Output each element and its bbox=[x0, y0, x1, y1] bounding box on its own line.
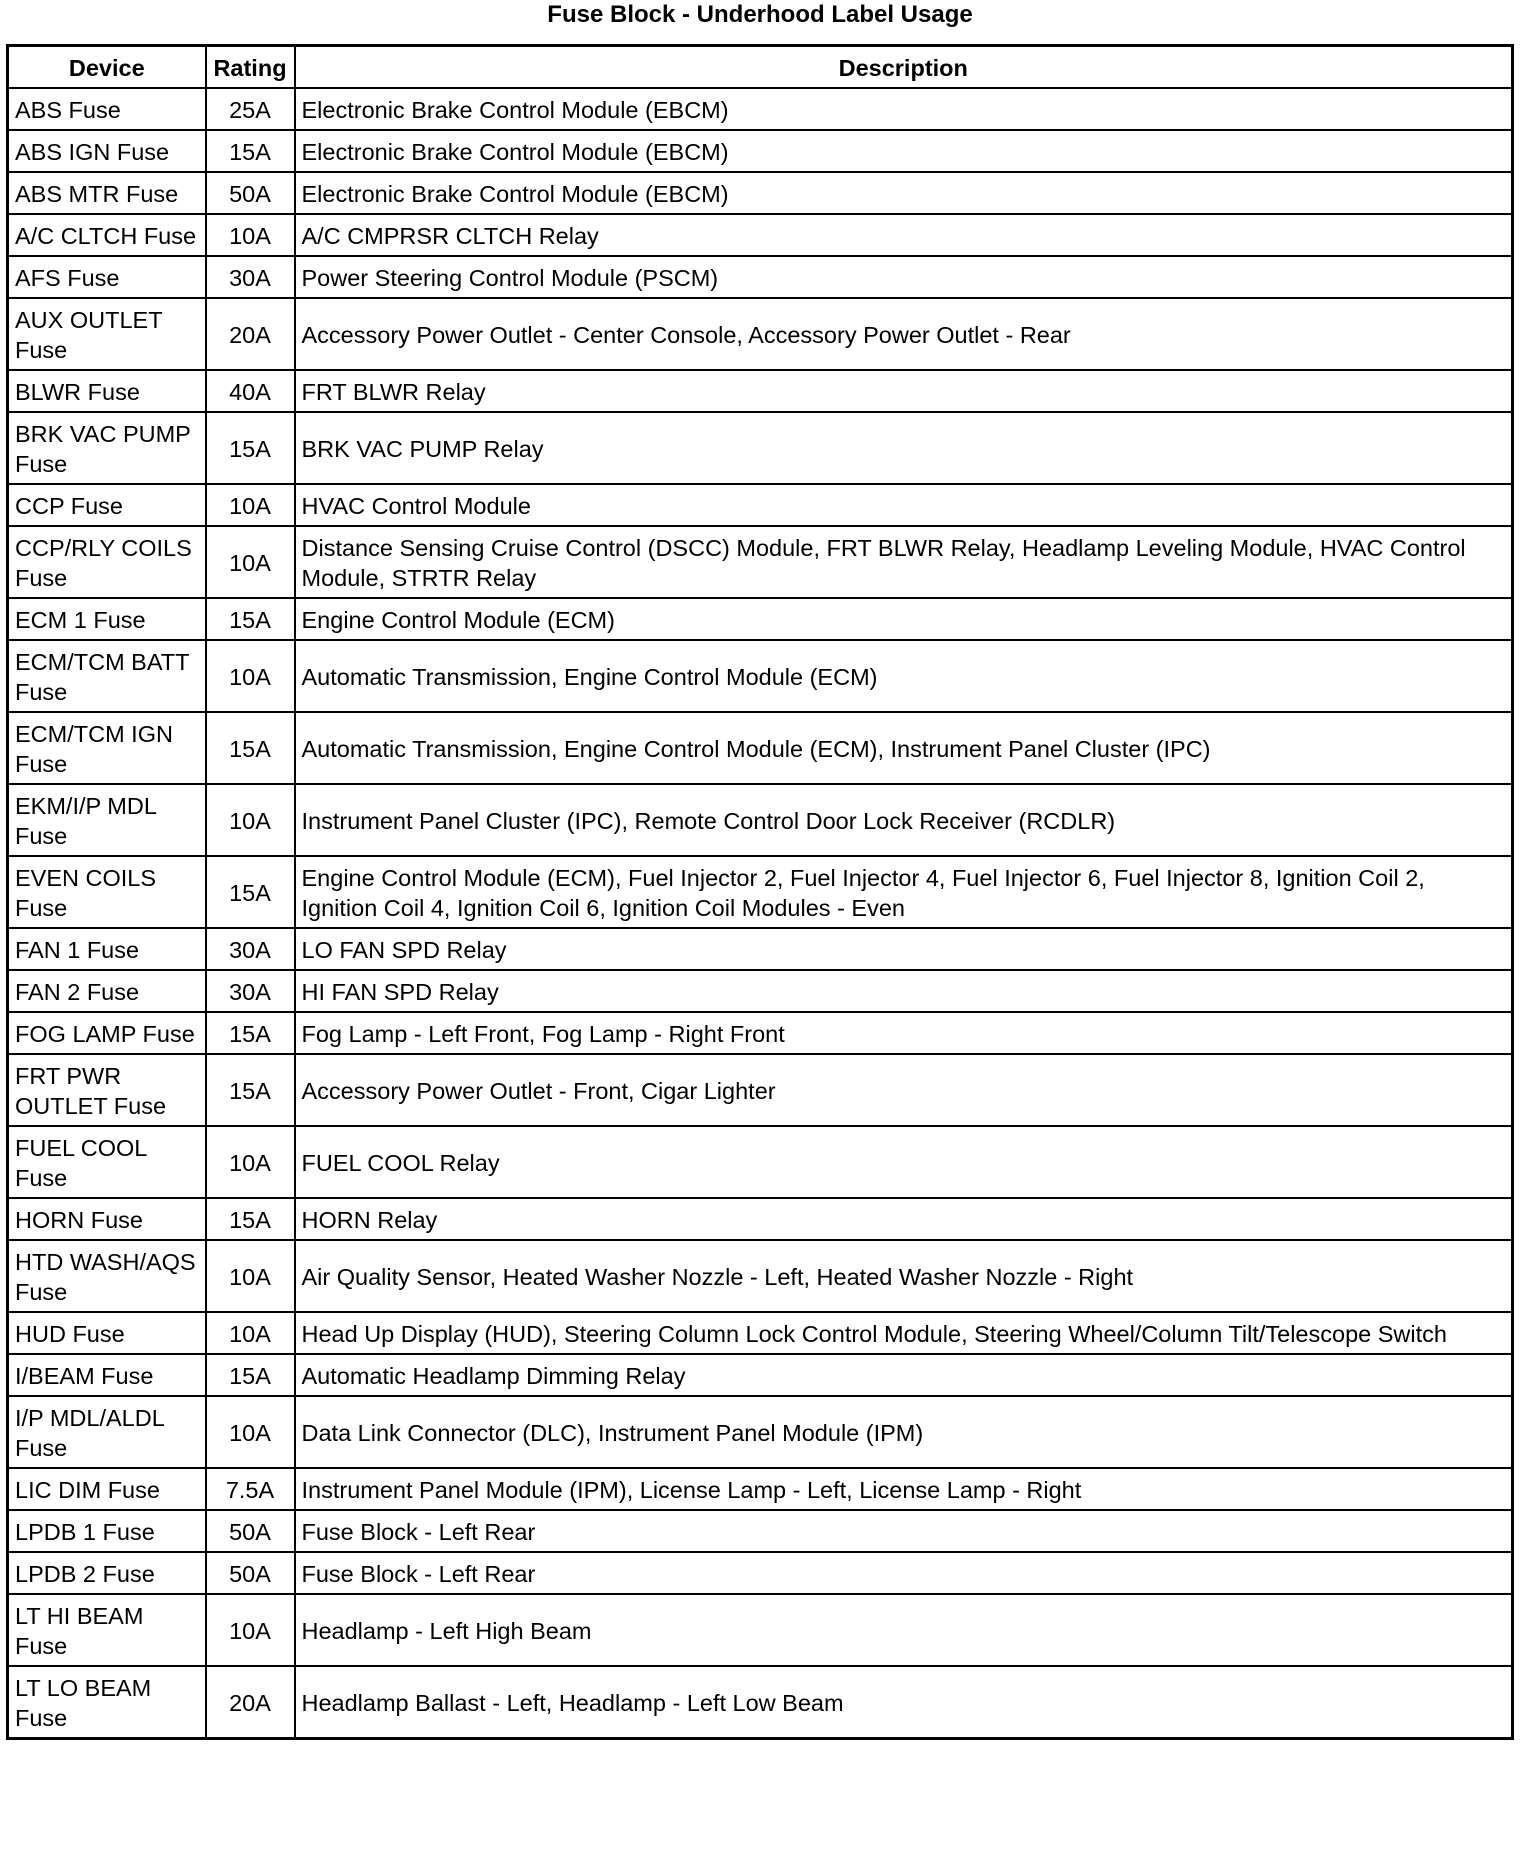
rating-cell: 10A bbox=[206, 484, 295, 526]
table-row bbox=[8, 970, 1513, 1012]
table-row bbox=[8, 1012, 1513, 1054]
description-cell: Accessory Power Outlet - Center Console, Accessory Power Outlet - Rear bbox=[295, 298, 1513, 370]
rating-cell: 15A bbox=[206, 412, 295, 484]
rating-cell: 20A bbox=[206, 1666, 295, 1739]
description-cell: HVAC Control Module bbox=[295, 484, 1513, 526]
rating-cell: 15A bbox=[206, 130, 295, 172]
rating-cell: 30A bbox=[206, 928, 295, 970]
table-row bbox=[8, 256, 1513, 298]
fuse-table bbox=[6, 44, 1514, 1740]
description-cell: HI FAN SPD Relay bbox=[295, 970, 1513, 1012]
table-row bbox=[8, 928, 1513, 970]
rating-cell: 7.5A bbox=[206, 1468, 295, 1510]
description-cell: Headlamp Ballast - Left, Headlamp - Left Low Beam bbox=[295, 1666, 1513, 1739]
device-cell: LPDB 2 Fuse bbox=[8, 1552, 206, 1594]
table-row bbox=[8, 1126, 1513, 1198]
description-cell: Fuse Block - Left Rear bbox=[295, 1510, 1513, 1552]
table-row bbox=[8, 1510, 1513, 1552]
device-cell: ECM/TCM IGN Fuse bbox=[8, 712, 206, 784]
table-row bbox=[8, 412, 1513, 484]
rating-cell: 15A bbox=[206, 1354, 295, 1396]
header-row bbox=[8, 46, 1513, 89]
rating-cell: 15A bbox=[206, 1198, 295, 1240]
rating-cell: 10A bbox=[206, 1240, 295, 1312]
table-row bbox=[8, 1198, 1513, 1240]
rating-cell: 30A bbox=[206, 970, 295, 1012]
description-cell: Data Link Connector (DLC), Instrument Panel Module (IPM) bbox=[295, 1396, 1513, 1468]
column-header-rating: Rating bbox=[206, 46, 295, 89]
rating-cell: 20A bbox=[206, 298, 295, 370]
rating-cell: 30A bbox=[206, 256, 295, 298]
description-cell: Engine Control Module (ECM) bbox=[295, 598, 1513, 640]
table-row bbox=[8, 1396, 1513, 1468]
rating-cell: 15A bbox=[206, 856, 295, 928]
description-cell: Automatic Headlamp Dimming Relay bbox=[295, 1354, 1513, 1396]
rating-cell: 50A bbox=[206, 172, 295, 214]
device-cell: EVEN COILS Fuse bbox=[8, 856, 206, 928]
description-cell: Power Steering Control Module (PSCM) bbox=[295, 256, 1513, 298]
device-cell: BRK VAC PUMP Fuse bbox=[8, 412, 206, 484]
table-row bbox=[8, 1240, 1513, 1312]
rating-cell: 25A bbox=[206, 88, 295, 130]
description-cell: Accessory Power Outlet - Front, Cigar Lighter bbox=[295, 1054, 1513, 1126]
rating-cell: 50A bbox=[206, 1510, 295, 1552]
device-cell: LT LO BEAM Fuse bbox=[8, 1666, 206, 1739]
table-row bbox=[8, 1594, 1513, 1666]
device-cell: FAN 1 Fuse bbox=[8, 928, 206, 970]
rating-cell: 15A bbox=[206, 598, 295, 640]
table-row bbox=[8, 1312, 1513, 1354]
device-cell: CCP/RLY COILS Fuse bbox=[8, 526, 206, 598]
device-cell: ABS Fuse bbox=[8, 88, 206, 130]
table-row bbox=[8, 598, 1513, 640]
device-cell: FOG LAMP Fuse bbox=[8, 1012, 206, 1054]
description-cell: FRT BLWR Relay bbox=[295, 370, 1513, 412]
description-cell: BRK VAC PUMP Relay bbox=[295, 412, 1513, 484]
device-cell: I/BEAM Fuse bbox=[8, 1354, 206, 1396]
table-row bbox=[8, 856, 1513, 928]
description-cell: Fuse Block - Left Rear bbox=[295, 1552, 1513, 1594]
description-cell: Air Quality Sensor, Heated Washer Nozzle - Left, Heated Washer Nozzle - Right bbox=[295, 1240, 1513, 1312]
rating-cell: 10A bbox=[206, 214, 295, 256]
page-title: Fuse Block - Underhood Label Usage bbox=[547, 1, 973, 28]
table-row bbox=[8, 370, 1513, 412]
device-cell: ECM 1 Fuse bbox=[8, 598, 206, 640]
rating-cell: 10A bbox=[206, 1594, 295, 1666]
device-cell: LPDB 1 Fuse bbox=[8, 1510, 206, 1552]
table-row bbox=[8, 1666, 1513, 1739]
rating-cell: 10A bbox=[206, 1126, 295, 1198]
description-cell: Electronic Brake Control Module (EBCM) bbox=[295, 130, 1513, 172]
table-row bbox=[8, 484, 1513, 526]
device-cell: I/P MDL/ALDL Fuse bbox=[8, 1396, 206, 1468]
device-cell: ABS IGN Fuse bbox=[8, 130, 206, 172]
rating-cell: 15A bbox=[206, 1054, 295, 1126]
device-cell: HUD Fuse bbox=[8, 1312, 206, 1354]
table-row bbox=[8, 1054, 1513, 1126]
device-cell: FRT PWR OUTLET Fuse bbox=[8, 1054, 206, 1126]
description-cell: Electronic Brake Control Module (EBCM) bbox=[295, 88, 1513, 130]
device-cell: LT HI BEAM Fuse bbox=[8, 1594, 206, 1666]
description-cell: FUEL COOL Relay bbox=[295, 1126, 1513, 1198]
description-cell: HORN Relay bbox=[295, 1198, 1513, 1240]
table-row bbox=[8, 172, 1513, 214]
device-cell: FAN 2 Fuse bbox=[8, 970, 206, 1012]
rating-cell: 40A bbox=[206, 370, 295, 412]
device-cell: EKM/I/P MDL Fuse bbox=[8, 784, 206, 856]
device-cell: BLWR Fuse bbox=[8, 370, 206, 412]
device-cell: ABS MTR Fuse bbox=[8, 172, 206, 214]
description-cell: Fog Lamp - Left Front, Fog Lamp - Right Front bbox=[295, 1012, 1513, 1054]
table-row bbox=[8, 1468, 1513, 1510]
rating-cell: 50A bbox=[206, 1552, 295, 1594]
device-cell: AUX OUTLET Fuse bbox=[8, 298, 206, 370]
device-cell: FUEL COOL Fuse bbox=[8, 1126, 206, 1198]
rating-cell: 10A bbox=[206, 1312, 295, 1354]
device-cell: HTD WASH/AQS Fuse bbox=[8, 1240, 206, 1312]
table-row bbox=[8, 214, 1513, 256]
rating-cell: 15A bbox=[206, 1012, 295, 1054]
rating-cell: 10A bbox=[206, 640, 295, 712]
device-cell: CCP Fuse bbox=[8, 484, 206, 526]
description-cell: Distance Sensing Cruise Control (DSCC) Module, FRT BLWR Relay, Headlamp Leveling Module, HVAC Control Module, STRTR Relay bbox=[295, 526, 1513, 598]
table-row bbox=[8, 298, 1513, 370]
description-cell: Engine Control Module (ECM), Fuel Injector 2, Fuel Injector 4, Fuel Injector 6, Fuel Injector 8, Ignition Coil 2, Ignition Coil 4, Ignition Coil 6, Ignition Coil Modules - Even bbox=[295, 856, 1513, 928]
table-row bbox=[8, 712, 1513, 784]
column-header-device: Device bbox=[8, 46, 206, 89]
description-cell: Headlamp - Left High Beam bbox=[295, 1594, 1513, 1666]
table-row bbox=[8, 1552, 1513, 1594]
table-header bbox=[8, 46, 1513, 89]
description-cell: A/C CMPRSR CLTCH Relay bbox=[295, 214, 1513, 256]
device-cell: LIC DIM Fuse bbox=[8, 1468, 206, 1510]
description-cell: Instrument Panel Module (IPM), License Lamp - Left, License Lamp - Right bbox=[295, 1468, 1513, 1510]
rating-cell: 10A bbox=[206, 784, 295, 856]
device-cell: ECM/TCM BATT Fuse bbox=[8, 640, 206, 712]
device-cell: HORN Fuse bbox=[8, 1198, 206, 1240]
table-row bbox=[8, 130, 1513, 172]
description-cell: LO FAN SPD Relay bbox=[295, 928, 1513, 970]
column-header-description: Description bbox=[295, 46, 1513, 89]
description-cell: Instrument Panel Cluster (IPC), Remote Control Door Lock Receiver (RCDLR) bbox=[295, 784, 1513, 856]
table-row bbox=[8, 88, 1513, 130]
description-cell: Automatic Transmission, Engine Control Module (ECM), Instrument Panel Cluster (IPC) bbox=[295, 712, 1513, 784]
description-cell: Electronic Brake Control Module (EBCM) bbox=[295, 172, 1513, 214]
description-cell: Automatic Transmission, Engine Control Module (ECM) bbox=[295, 640, 1513, 712]
table-body bbox=[8, 88, 1513, 1739]
table-row bbox=[8, 640, 1513, 712]
device-cell: AFS Fuse bbox=[8, 256, 206, 298]
table-row bbox=[8, 784, 1513, 856]
table-row bbox=[8, 1354, 1513, 1396]
description-cell: Head Up Display (HUD), Steering Column Lock Control Module, Steering Wheel/Column Tilt/Telescope Switch bbox=[295, 1312, 1513, 1354]
rating-cell: 10A bbox=[206, 526, 295, 598]
rating-cell: 10A bbox=[206, 1396, 295, 1468]
device-cell: A/C CLTCH Fuse bbox=[8, 214, 206, 256]
rating-cell: 15A bbox=[206, 712, 295, 784]
table-row bbox=[8, 526, 1513, 598]
